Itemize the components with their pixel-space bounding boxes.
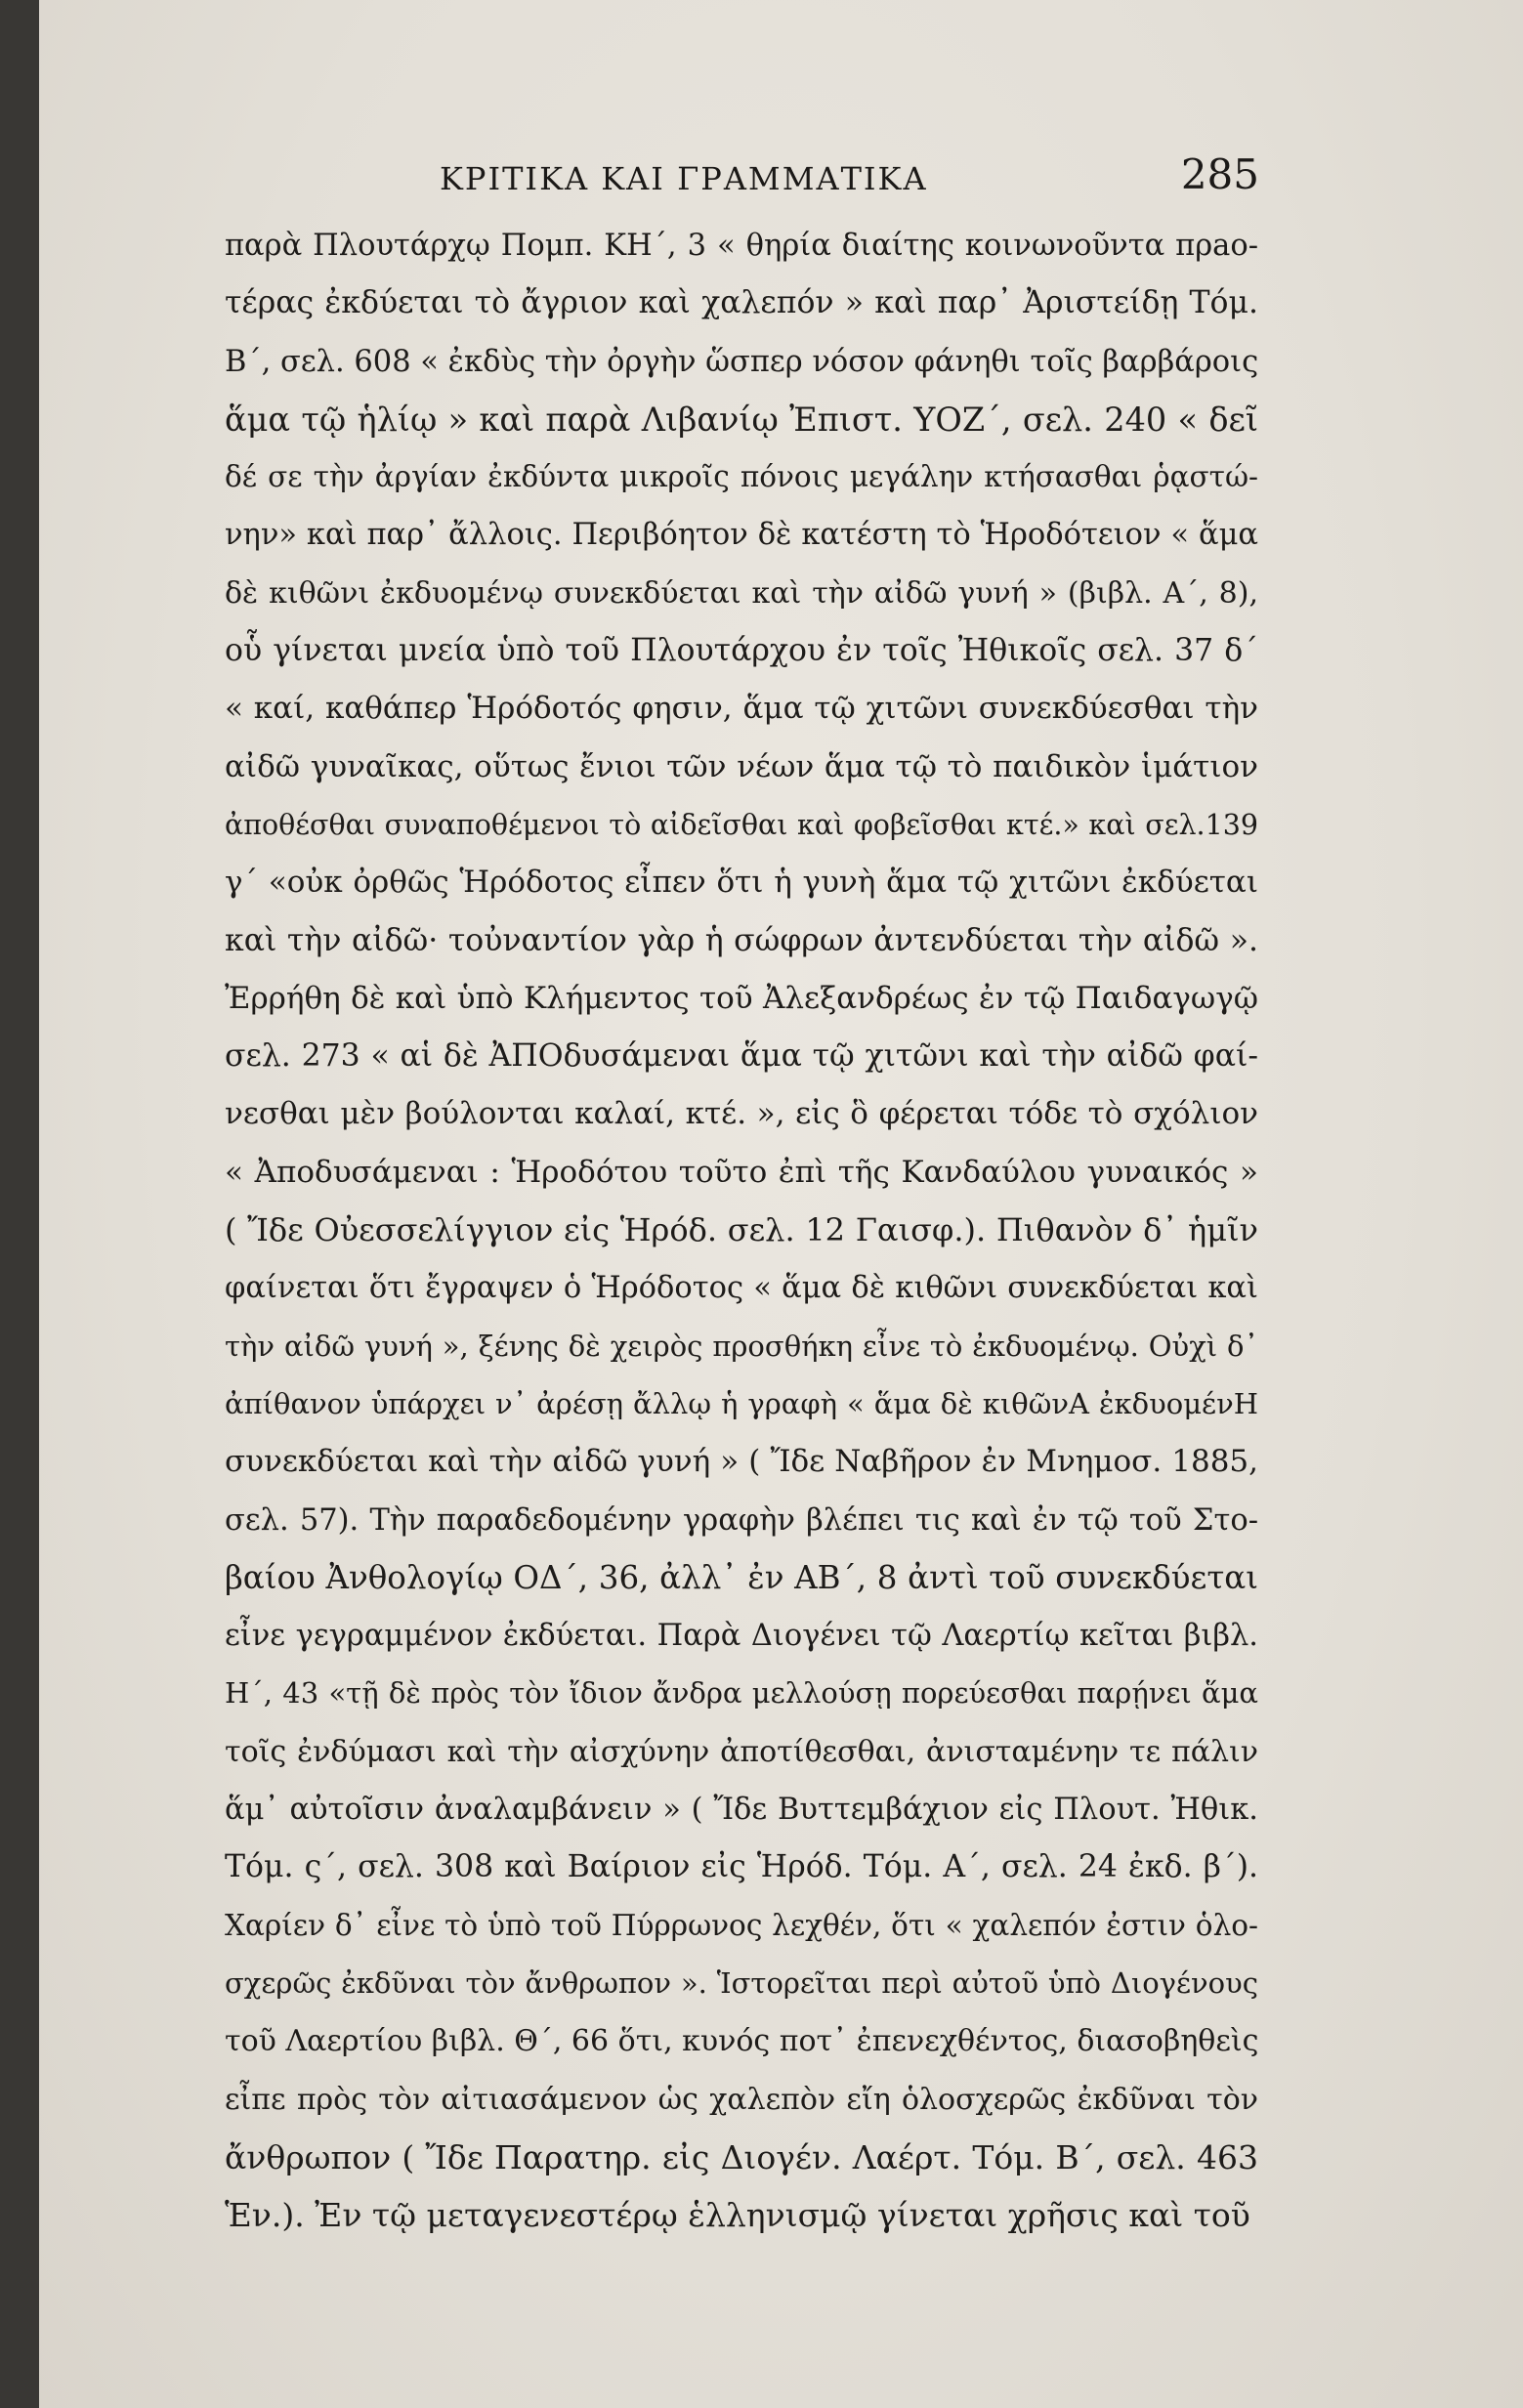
text-line: Ἐρρήθη δὲ καὶ ὑπὸ Κλήμεντος τοῦ Ἀλεξανδρέως ἐν τῷ Παιδαγωγῷ [225, 980, 1258, 1016]
text-line: δέ σε τὴν ἀργίαν ἐκδύντα μικροῖς πόνοις μεγάλην κτήσασθαι ῥᾳστώ- [225, 460, 1258, 494]
text-line: σχερῶς ἐκδῦναι τὸν ἄνθρωπον ». Ἱστορεῖται περὶ αὐτοῦ ὑπὸ Διογένους [225, 1965, 1258, 2000]
text-line: γ΄ «οὐκ ὀρθῶς Ἡρόδοτος εἶπεν ὅτι ἡ γυνὴ ἅμα τῷ χιτῶνι ἐκδύεται [225, 865, 1258, 901]
text-line: παρὰ Πλουτάρχῳ Πομπ. ΚΗ΄, 3 « θηρία διαίτης κοινωνοῦντα πρaο- [225, 229, 1258, 263]
text-line: οὗ γίνεται μνεία ὑπὸ τοῦ Πλουτάρχου ἐν τοῖς Ἠθικοῖς σελ. 37 δ΄ [225, 633, 1258, 669]
page-number: 285 [1180, 150, 1259, 198]
text-line: Χαρίεν δ᾿ εἶνε τὸ ὑπὸ τοῦ Πύρρωνος λεχθέν, ὅτι « χαλεπόν ἐστιν ὁλο- [225, 1908, 1258, 1942]
text-line: φαίνεται ὅτι ἔγραψεν ὁ Ἡρόδοτος « ἅμα δὲ κιθῶνι συνεκδύεται καὶ [225, 1271, 1258, 1306]
text-line: εἶπε πρὸς τὸν αἰτιασάμενον ὡς χαλεπὸν εἴη ὁλοσχερῶς ἐκδῦναι τὸν [225, 2082, 1258, 2117]
text-line: συνεκδύεται καὶ τὴν αἰδῶ γυνή » ( Ἴδε Ναβῆρον ἐν Μνημοσ. 1885, [225, 1444, 1258, 1480]
running-head: ΚΡΙΤΙΚΑ ΚΑΙ ΓΡΑΜΜΑΤΙΚΑ [440, 160, 928, 197]
text-line: καὶ τὴν αἰδῶ· τοὐναντίον γὰρ ἡ σώφρων ἀντενδύεται τὴν αἰδῶ ». [225, 922, 1258, 958]
text-line: τοῦ Λαερτίου βιβλ. Θ΄, 66 ὅτι, κυνός ποτ᾿ ἐπενεχθέντος, διασοβηθεὶς [225, 2024, 1259, 2059]
text-line: Ἑν.). Ἐν τῷ μεταγενεστέρῳ ἑλληνισμῷ γίνεται χρῆσις καὶ τοῦ [225, 2196, 1250, 2235]
book-page [39, 0, 1523, 2408]
text-line: ἅμα τῷ ἡλίῳ » καὶ παρὰ Λιβανίῳ Ἐπιστ. ΥΟΖ΄, σελ. 240 « δεῖ [225, 400, 1258, 439]
text-line: ἀπίθανον ὑπάρχει ν᾿ ἀρέσῃ ἄλλῳ ἡ γραφὴ « ἅμα δὲ κιθῶνΑ ἐκδυομένΗ [225, 1386, 1258, 1420]
text-line: Β΄, σελ. 608 « ἐκδὺς τὴν ὀργὴν ὥσπερ νόσον φάνηθι τοῖς βαρβάροις [225, 344, 1259, 379]
text-line: ( Ἴδε Οὐεσσελίγγιον εἰς Ἡρόδ. σελ. 12 Γαισφ.). Πιθανὸν δ᾿ ἡμῖν [225, 1211, 1258, 1249]
text-line: τέρας ἐκδύεται τὸ ἄγριον καὶ χαλεπόν » καὶ παρ᾿ Ἀριστείδῃ Τόμ. [225, 285, 1258, 321]
text-line: Τόμ. ς΄, σελ. 308 καὶ Βαίριον εἰς Ἡρόδ. Τόμ. Α΄, σελ. 24 ἐκδ. β΄). [225, 1849, 1258, 1885]
text-line: ἄνθρωπον ( Ἴδε Παρατηρ. εἰς Διογέν. Λαέρτ. Τόμ. Β΄, σελ. 463 [225, 2137, 1258, 2176]
page-header [381, 147, 1259, 205]
text-line: δὲ κιθῶνι ἐκδυομένῳ συνεκδύεται καὶ τὴν αἰδῶ γυνή » (βιβλ. Α΄, 8), [225, 575, 1258, 611]
text-line: ἅμ᾿ αὐτοῖσιν ἀναλαμβάνειν » ( Ἴδε Βυττεμβάχιον εἰς Πλουτ. Ἠθικ. [225, 1793, 1258, 1828]
text-line: Η΄, 43 «τῇ δὲ πρὸς τὸν ἴδιον ἄνδρα μελλούσῃ πορεύεσθαι παρῄνει ἅμα [225, 1676, 1258, 1711]
text-line: σελ. 57). Τὴν παραδεδομένην γραφὴν βλέπει τις καὶ ἐν τῷ τοῦ Στο- [225, 1502, 1258, 1538]
text-line: σελ. 273 « αἱ δὲ ἈΠΟδυσάμεναι ἅμα τῷ χιτῶνι καὶ τὴν αἰδῶ φαί- [225, 1038, 1258, 1075]
text-line: εἶνε γεγραμμένον ἐκδύεται. Παρὰ Διογένει τῷ Λαερτίῳ κεῖται βιβλ. [225, 1619, 1258, 1654]
text-line: νεσθαι μὲν βούλονται καλαί, κτέ. », εἰς ὃ φέρεται τόδε τὸ σχόλιον [225, 1096, 1258, 1132]
text-line: νην» καὶ παρ᾿ ἄλλοις. Περιβόητον δὲ κατέστη τὸ Ἡροδότειον « ἅμα [225, 518, 1258, 553]
text-line: « καί, καθάπερ Ἡρόδοτός φησιν, ἅμα τῷ χιτῶνι συνεκδύεσθαι τὴν [225, 691, 1258, 727]
text-line: βαίου Ἀνθολογίῳ ΟΔ΄, 36, ἀλλ᾿ ἐν ΑΒ΄, 8 ἀντὶ τοῦ συνεκδύεται [225, 1558, 1258, 1596]
text-line: τὴν αἰδῶ γυνή », ξένης δὲ χειρὸς προσθήκη εἶνε τὸ ἐκδυομένῳ. Οὐχὶ δ᾿ [225, 1329, 1258, 1363]
text-line: ἀποθέσθαι συναποθέμενοι τὸ αἰδεῖσθαι καὶ φοβεῖσθαι κτέ.» καὶ σελ.139 [225, 808, 1258, 841]
text-line: τοῖς ἐνδύμασι καὶ τὴν αἰσχύνην ἀποτίθεσθαι, ἀνισταμένην τε πάλιν [225, 1734, 1258, 1769]
body-text [225, 217, 1258, 2244]
text-line: αἰδῶ γυναῖκας, οὕτως ἔνιοι τῶν νέων ἅμα τῷ τὸ παιδικὸν ἱμάτιον [225, 748, 1258, 784]
text-line: « Ἀποδυσάμεναι : Ἡροδότου τοῦτο ἐπὶ τῆς Κανδαύλου γυναικός » [225, 1154, 1258, 1190]
